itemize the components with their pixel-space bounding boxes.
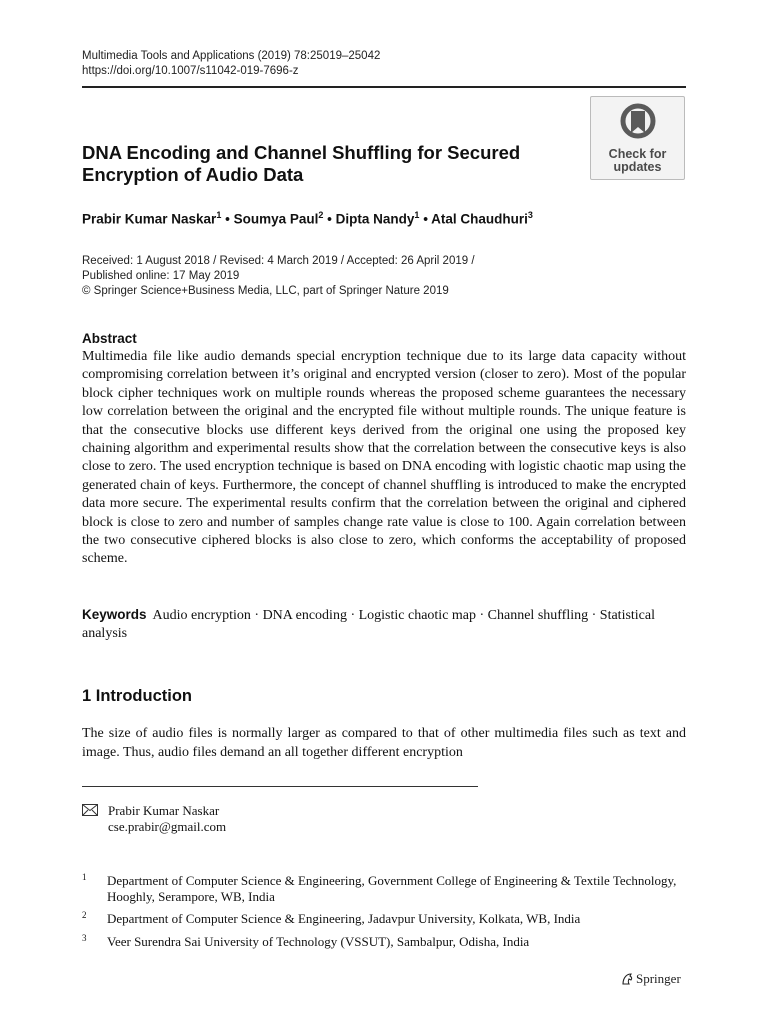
bookmark-ring-icon	[620, 103, 656, 143]
received-revised-accepted: Received: 1 August 2018 / Revised: 4 March 2019 / Accepted: 26 April 2019 /	[82, 255, 475, 267]
author-name[interactable]: Dipta Nandy	[335, 211, 415, 227]
author-separator: •	[327, 211, 336, 227]
author-separator: •	[423, 211, 432, 227]
affiliation-number: 1	[82, 872, 87, 882]
author-affiliation-mark: 2	[318, 210, 324, 220]
abstract-text: Multimedia file like audio demands special encryption technique due to its large data capacity without compromising correlation between it’s original and encrypted version (closer to zero). Most of the popular block cipher techniques work on multiple rounds whereas the proposed scheme guarantees the necessary low correlation between the original and the encrypted file without multiple rounds. The unique feature is that the consecutive blocks use different keys derived from the original one using the proposed key chaining algorithm and experimental results show that the correlation between the consecutive keys is also close to zero. The used encryption technique is based on DNA encoding with logistic chaotic map using the generated chain of keys. Furthermore, the concept of channel shuffling is introduced to make the encrypted data more secure. The experimental results confirm that the correlation between the original and ciphered block is close to zero and number of samples change rate value is close to 100. Again correlation between the two consecutive ciphered blocks is also close to zero, which conforms the acceptability of proposed scheme.	[82, 349, 686, 567]
author-name[interactable]: Soumya Paul	[233, 211, 319, 227]
publication-dates	[82, 254, 475, 299]
paper-title: DNA Encoding and Channel Shuffling for Secured Encryption of Audio Data	[82, 142, 521, 185]
affiliation-text: Department of Computer Science & Engineering, Government College of Engineering & Textile Technology, Hooghly, Serampore, WB, India	[107, 873, 677, 904]
envelope-icon	[82, 804, 98, 816]
badge-label: Check for updates	[608, 147, 667, 174]
keywords-list: Audio encryption · DNA encoding · Logistic chaotic map · Channel shuffling · Statistical analysis	[82, 608, 655, 641]
keywords-block	[82, 606, 686, 643]
author-name[interactable]: Atal Chaudhuri	[431, 211, 528, 227]
copyright-line: © Springer Science+Business Media, LLC, part of Springer Nature 2019	[82, 285, 449, 297]
journal-header	[82, 49, 380, 79]
affiliation-number: 3	[82, 933, 87, 943]
doi-link[interactable]: https://doi.org/10.1007/s11042-019-7696-z	[82, 65, 299, 77]
author-affiliation-mark: 1	[414, 210, 420, 220]
publisher-name: Springer	[636, 971, 681, 986]
header-rule	[82, 86, 686, 88]
author-list	[82, 210, 533, 227]
author-affiliation-mark: 3	[527, 210, 533, 220]
journal-citation: Multimedia Tools and Applications (2019) 78:25019–25042	[82, 50, 381, 62]
affiliation-number: 2	[82, 910, 87, 920]
abstract-heading: Abstract	[82, 331, 137, 346]
springer-horse-icon	[620, 972, 634, 986]
check-for-updates-badge[interactable]	[590, 96, 685, 180]
author-affiliation-mark: 1	[216, 210, 222, 220]
keywords-label: Keywords	[82, 607, 147, 622]
affiliation-text: Department of Computer Science & Engineering, Jadavpur University, Kolkata, WB, India	[107, 911, 581, 926]
section-heading-introduction: 1 Introduction	[82, 687, 192, 705]
corresponding-author-name: Prabir Kumar Naskar	[108, 803, 220, 818]
footnote-rule	[82, 786, 478, 787]
introduction-text: The size of audio files is normally larger as compared to that of other multimedia files such as text and image. Thus, audio files demand an all together different encryption	[82, 726, 686, 760]
published-online: Published online: 17 May 2019	[82, 270, 240, 282]
affiliation-text: Veer Surendra Sai University of Technology (VSSUT), Sambalpur, Odisha, India	[107, 934, 530, 949]
corresponding-author-email[interactable]: cse.prabir@gmail.com	[108, 819, 227, 834]
author-name[interactable]: Prabir Kumar Naskar	[82, 211, 217, 227]
publisher-logo	[620, 971, 681, 987]
author-separator: •	[225, 211, 234, 227]
